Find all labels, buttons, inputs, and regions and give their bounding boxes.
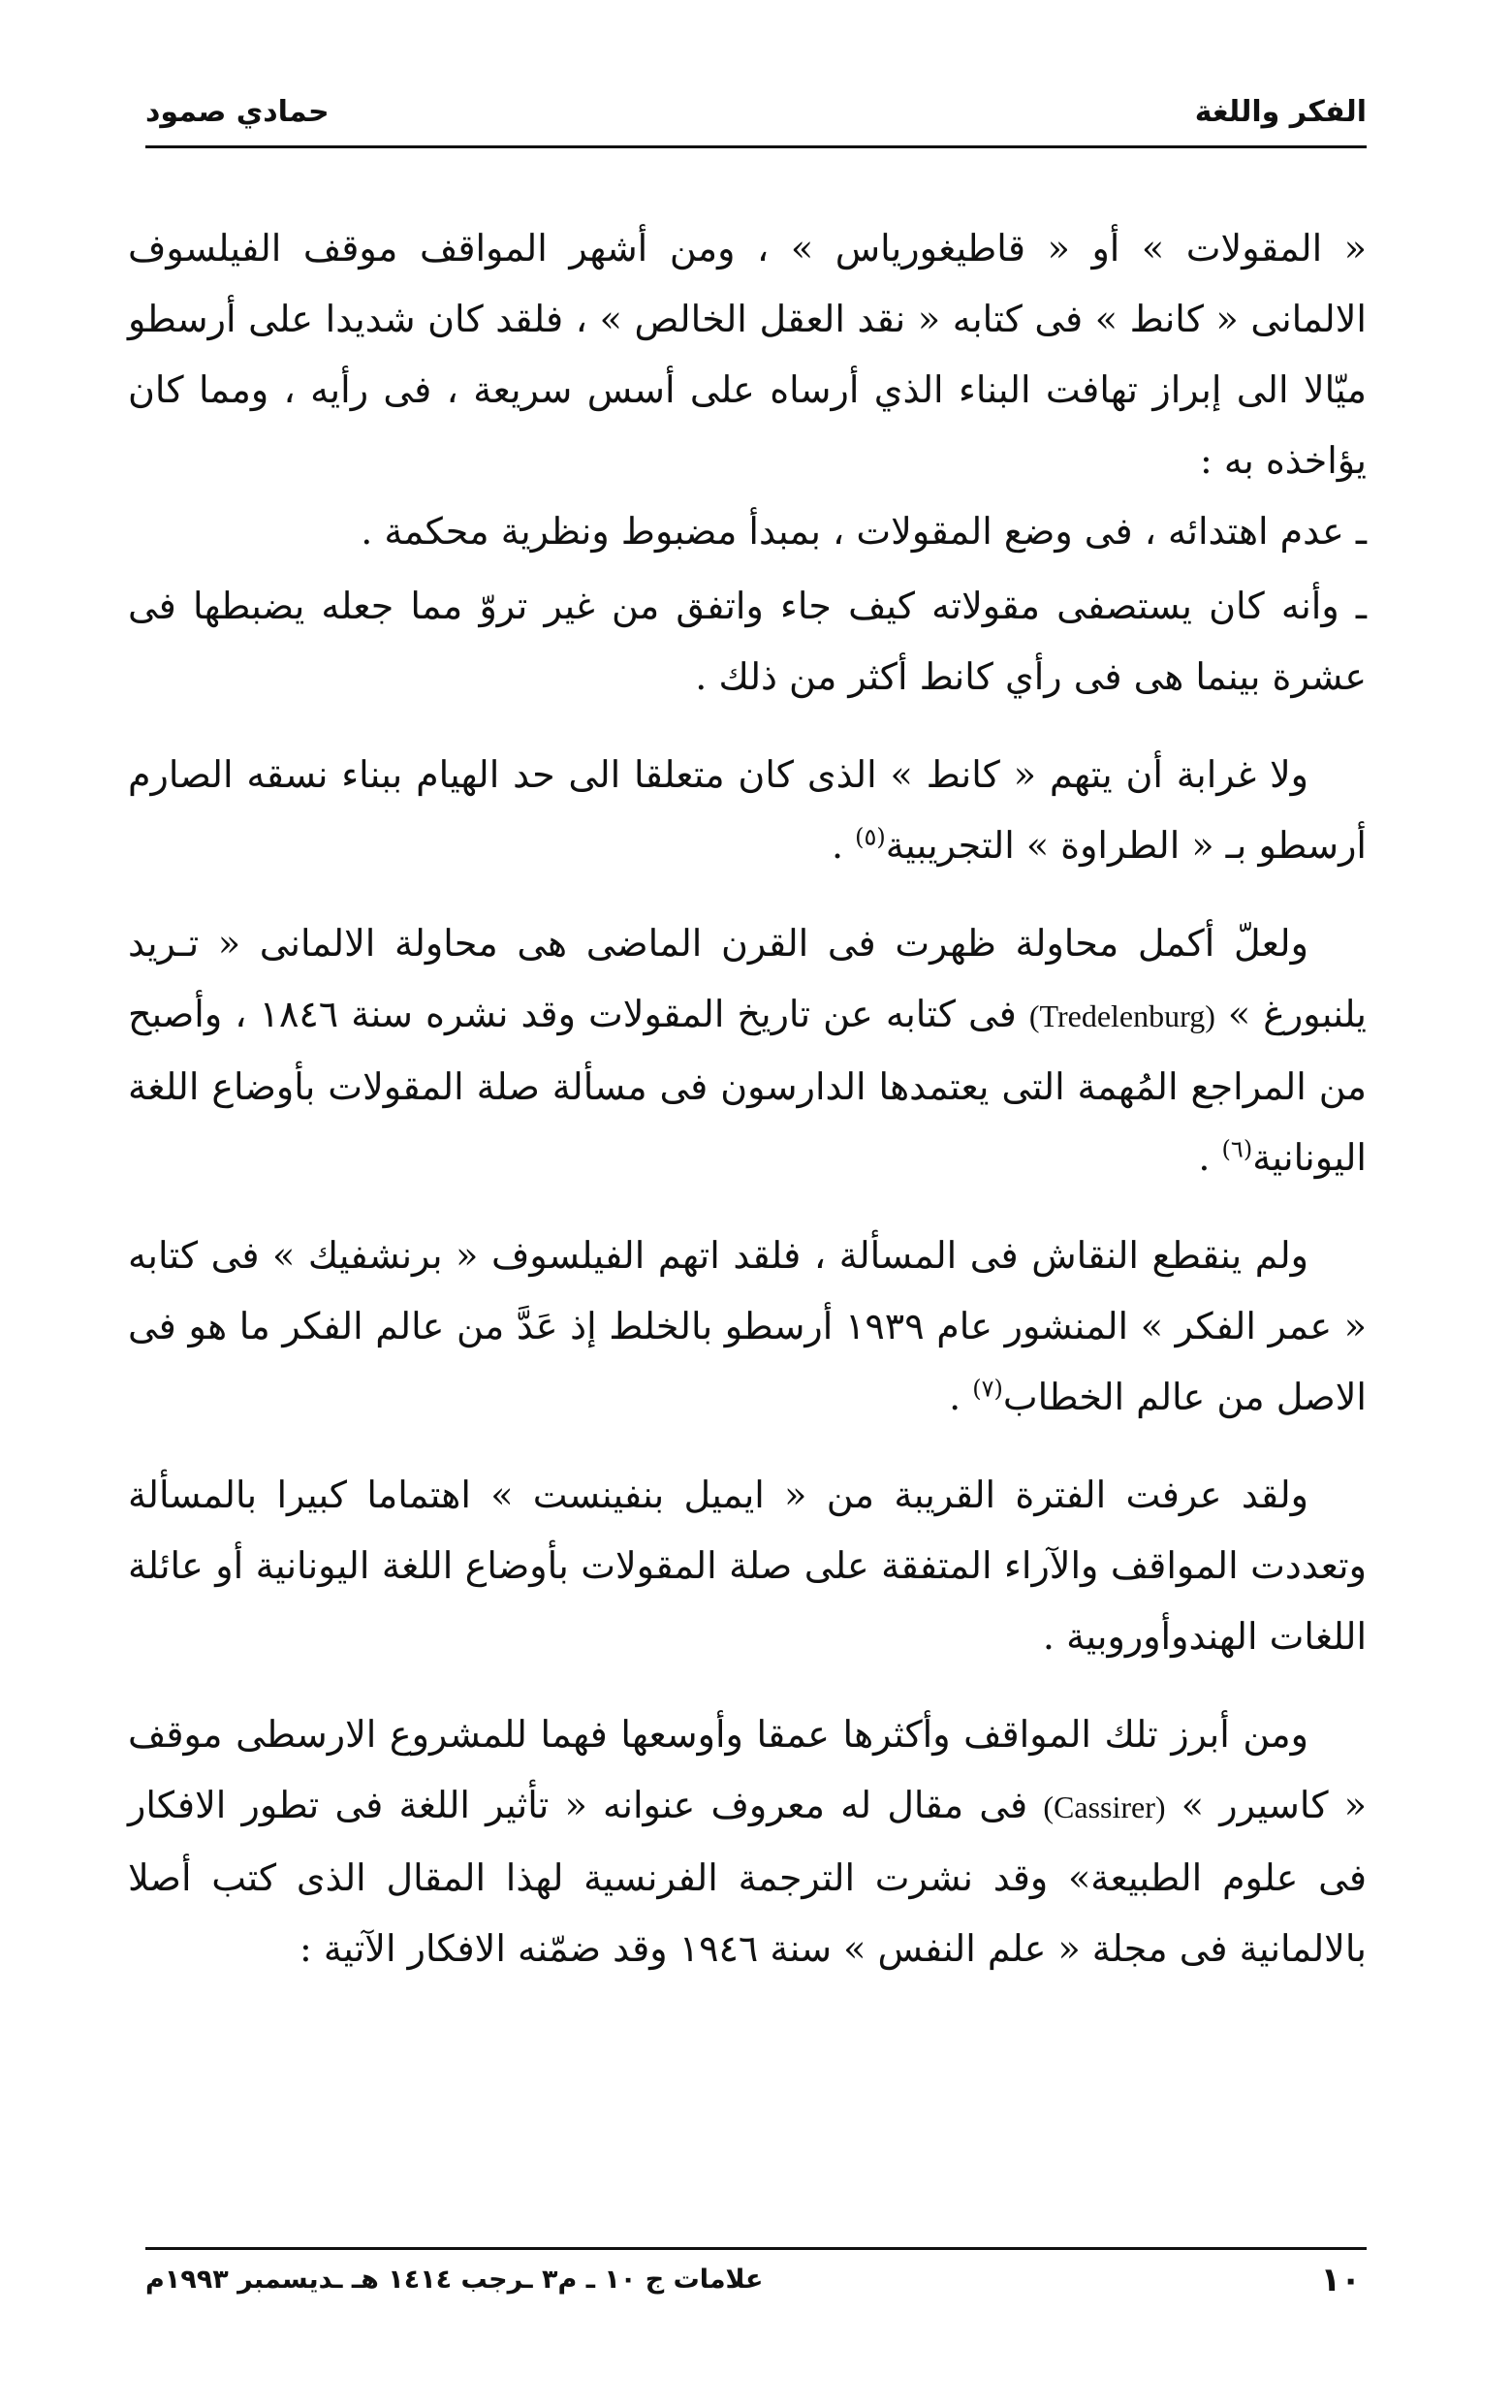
bullet-item-2: ـ وأنه كان يستصفى مقولاته كيف جاء واتفق من غير تروّ مما جعله يضبطها فى عشرة بينما هى فى رأي كانط أكثر من ذلك . [128,585,1367,698]
paragraph-trendelenburg-rest: فى كتابه عن تاريخ المقولات وقد نشره سنة ١٨٤٦ ، وأصبح من المراجع المُهمة التى يعتمدها الدارسون فى مسألة صلة المقولات بأوضاع اللغة اليونانية [128,993,1367,1179]
author-name: حمادي صمود [145,95,330,129]
paragraph-cassirer-rest: فى مقال له معروف عنوانه « تأثير اللغة فى تطور الافكار فى علوم الطبيعة» وقد نشرت الترجمة الفرنسية لهذا المقال الذى كتب أصلا بالالمانية فى مجلة « علم النفس » سنة ١٩٤٦ وقد ضمّنه الافكار الآتية : [128,1784,1367,1970]
paragraph-brunschvicg [128,1220,1367,1433]
paragraph-kant [128,740,1367,881]
paragraph-brunschvicg-text: ولم ينقطع النقاش فى المسألة ، فلقد اتهم الفيلسوف « برنشفيك » فى كتابه « عمر الفكر » المنشور عام ١٩٣٩ أرسطو بالخلط إذ عَدَّ من عالم الفكر ما هو فى الاصل من عالم الخطاب [128,1234,1368,1418]
paragraph-cassirer-text: ومن أبرز تلك المواقف وأكثرها عمقا وأوسعها فهما للمشروع الارسطى موقف « كاسيرر » [128,1713,1368,1826]
latin-name-tredelenburg: (Tredelenburg) [1028,998,1215,1033]
paragraph-end: . [831,824,856,867]
header-rule [145,145,1367,148]
running-footer [145,2261,1367,2319]
paragraph-1: « المقولات » أو « قاطيغورياس » ، ومن أشهر المواقف موقف الفيلسوف الالمانى « كانط » فى كتابه « نقد العقل الخالص » ، فلقد كان شديدا على أرسطو ميّالا الى إبراز تهافت البناء الذي أرساه على أسس سريعة ، فى رأيه ، ومما كان يؤاخذه به : [128,227,1367,482]
paragraph-trendelenburg [128,908,1367,1193]
latin-name-cassirer: (Cassirer) [1043,1790,1166,1824]
paragraph-cassirer [128,1699,1367,1984]
page-number: ١٠ [1320,2261,1361,2299]
body-text [128,213,1367,2012]
journal-title: الفكر واللغة [1194,95,1367,129]
issue-info: علامات ج ١٠ ـ م٣ ـرجب ١٤١٤ هـ ـديسمبر ١٩٩٣م [145,2265,764,2295]
footer-rule [145,2247,1367,2250]
running-header [145,89,1367,147]
footnote-ref-7: (٧) [972,1375,1003,1403]
paragraph-trendelenburg-text: ولعلّ أكمل محاولة ظهرت فى القرن الماضى هى محاولة الالمانى « تـريد يلنبورغ » [128,922,1367,1035]
paragraph-end: . [1198,1136,1222,1179]
paragraph-end: . [949,1376,973,1418]
bullet-item-1: ـ عدم اهتدائه ، فى وضع المقولات ، بمبدأ مضبوط ونظرية محكمة . [361,510,1367,553]
footnote-ref-5: (٥) [855,823,886,851]
paragraph-benveniste: ولقد عرفت الفترة القريبة من « ايميل بنفينست » اهتماما كبيرا بالمسألة وتعددت المواقف والآراء المتفقة على صلة المقولات بأوضاع اللغة اليونانية أو عائلة اللغات الهندوأوروبية . [128,1473,1367,1658]
paragraph-kant-text: ولا غرابة أن يتهم « كانط » الذى كان متعلقا الى حد الهيام ببناء نسقه الصارم أرسطو بـ « الطراوة » التجريبية [128,753,1367,867]
footnote-ref-6: (٦) [1221,1135,1253,1163]
